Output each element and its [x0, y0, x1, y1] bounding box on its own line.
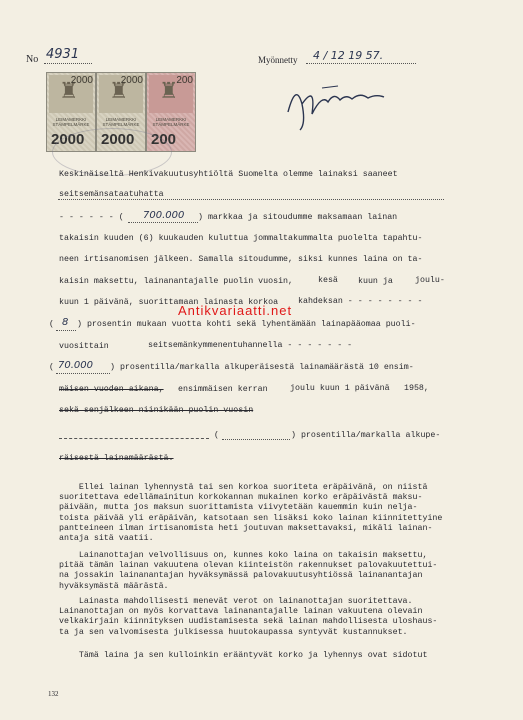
blank-underline [222, 439, 290, 440]
dash-fill: - - - - - - ( [59, 213, 124, 222]
watermark: Antikvariaatti.net [178, 303, 293, 318]
interest-rate-words: kahdeksan - - - - - - - - [298, 297, 423, 306]
issued-label: Myönnetty [258, 55, 298, 65]
form-line-13: ) prosentilla/markalla alkupe- [291, 431, 441, 440]
amount-words-underline [58, 199, 444, 200]
clause-paragraph: Lainasta mahdollisesti menevät verot on lainanottajan suoritettava. Lainanottajan on myös korvattava lainanantajalle lainan vakuutena olevain velkakirjain kiinnityksen uudistamisesta sekä lainan mahdollisesta uloshaus- ta ja sen valvomisesta julkisessa huutokaupassa syntyvät kustannukset. [59, 597, 438, 637]
payment-month-2: joulu- [415, 276, 445, 285]
first-payment-date: joulu kuun 1 päivänä [290, 384, 390, 393]
issued-date: 4 / 12 19 57. [313, 49, 384, 62]
interest-rate-number: 8 [62, 317, 69, 328]
form-line-11b: ensimmäisen kerran [178, 385, 268, 394]
form-line-14: räisestä lainamäärästä. [59, 454, 174, 463]
rate-underline [56, 330, 76, 331]
signature [282, 74, 392, 134]
amount-number-underline [128, 222, 198, 223]
page-number: 132 [48, 690, 59, 698]
number-underline [44, 63, 92, 64]
paren-open-2: ( [49, 363, 54, 372]
form-line-4: takaisin kuuden (6) kuukauden kuluttua jommaltakummalta puolelta tapahtu- [59, 234, 423, 243]
stamp-value: 2000 [70, 75, 93, 86]
form-line-6: kaisin maksettu, lainanantajalle puolin vuosin, [59, 277, 294, 286]
form-line-6b: kuun ja [358, 277, 393, 286]
amount-number: 700.000 [143, 210, 185, 221]
lion-crest-icon: ♜ [159, 79, 179, 104]
payment-month-1: kesä [318, 276, 338, 285]
paren-open: ( [49, 320, 54, 329]
paren-open-3: ( [214, 431, 219, 440]
form-line-10: ) prosentilla/markalla alkuperäisestä lainamäärästä 10 ensim- [110, 363, 414, 372]
dash-fill-2 [59, 438, 209, 439]
clause-paragraph: Lainanottajan velvollisuus on, kunnes koko laina on takaisin maksettu, pitää tämän lainan vakuutena olevan kiinteistön rakennukset palovakuutettui- na jossakin lainanantajan hyväksymässä palovakuutusyhtiössä lainanantajan hyväksymästä määrästä. [59, 551, 438, 591]
installment-words: seitsemänkymmenentuhannella - - - - - - - [148, 341, 353, 350]
stamp-big-value: 200 [151, 131, 177, 148]
form-line-7: kuun 1 päivänä, suorittamaan lainasta korkoa [59, 298, 279, 307]
form-line-8: ) prosentin mukaan vuotta kohti sekä lyhentämään lainapääomaa puoli- [77, 320, 416, 329]
date-underline [306, 63, 416, 64]
installment-underline [56, 373, 110, 374]
stamp-label: LEIMAMERKKI STÄMPELMÄRKE [52, 117, 90, 127]
stamp-big-value: 2000 [101, 131, 135, 148]
stamp-label: LEIMAMERKKI STÄMPELMÄRKE [102, 117, 140, 127]
form-line-5: neen irtisanomisen jälkeen. Samalla sitoudumme, siksi kunnes laina on ta- [59, 255, 423, 264]
stamp-value: 2000 [120, 75, 143, 86]
stamp-label: LEIMAMERKKI STÄMPELMÄRKE [152, 117, 190, 127]
form-line-1: Keskinäiseltä Henkivakuutusyhtiöltä Suomelta olemme lainaksi saaneet [59, 170, 398, 179]
document-number: 4931 [46, 47, 80, 62]
postmark [52, 128, 172, 176]
form-line-3: ) markkaa ja sitoudumme maksamaan lainan [198, 213, 398, 222]
clause-paragraph: Ellei lainan lyhennystä tai sen korkoa suoriteta eräpäivänä, on niistä suoritettava edellämainitun korkokannan mukainen korko eräpäivästä maksu- päivään, mutta jos maksun suorittamista viivytetään kauemmin kuin nelja- toista päivää yli eräpäivän, katsotaan sen lisäksi koko lainan kiinnitettyine pantteineen ilman irtisanomista heti joutuvan maksettavaksi, mikäli lainan- antaja sitä vaatii. [59, 483, 443, 544]
clause-paragraph: Tämä laina ja sen kulloinkin erääntyvät korko ja lyhennys ovat sidotut [59, 651, 428, 660]
number-label: No [26, 54, 39, 65]
amount-words: seitsemänsataatuhatta [59, 190, 164, 199]
lion-crest-icon: ♜ [109, 79, 129, 104]
form-line-9: vuosittain [59, 342, 109, 351]
first-payment-year: 1958, [404, 384, 429, 393]
form-line-11: mäisen vuoden aikana, [59, 385, 164, 394]
stamp-value: 200 [176, 75, 193, 86]
form-line-12: sekä senjälkeen niinikään puolin vuosin [59, 406, 254, 415]
installment-number: 70.000 [58, 360, 93, 371]
lion-crest-icon: ♜ [59, 79, 79, 104]
stamp-big-value: 2000 [51, 131, 85, 148]
